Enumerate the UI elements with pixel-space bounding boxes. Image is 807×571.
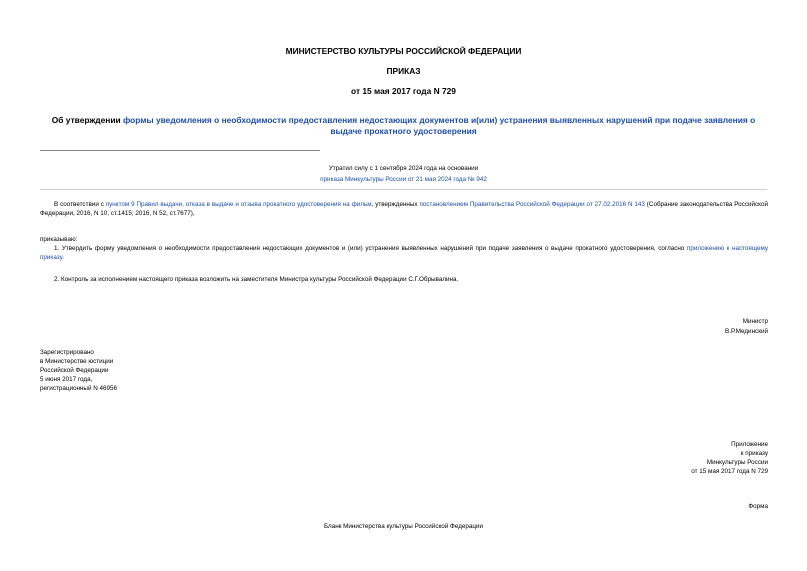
order-word: приказываю: [40,236,78,243]
government-resolution-link[interactable]: постановлением Правительства Российской Федерации от 27.02.2016 N 143 [419,201,645,208]
appendix-line: к приказу [740,450,768,457]
preamble-text-b: , утвержденных [371,201,420,208]
form-label: Форма [748,503,768,510]
doc-date-number: от 15 мая 2017 года N 729 [351,86,456,96]
preamble-text-a: В соответствии с [54,201,106,208]
doc-type-heading: ПРИКАЗ [386,66,421,76]
registration-line: Зарегистрировано [40,349,94,356]
item-1-text: 1. Утвердить форму уведомления о необходимости предоставления недостающих документов и (или) устранения выявленных нарушений при подаче заявления о выдаче прокатного удостоверения, согласно [54,245,687,252]
registration-block [40,348,240,393]
ministry-heading: МИНИСТЕРСТВО КУЛЬТУРЫ РОССИЙСКОЙ ФЕДЕРАЦИИ [285,46,522,56]
signature-position: Министр [742,318,768,325]
appendix-link[interactable]: приложению к настоящему приказу [40,245,768,261]
signature-name: В.Р.Мединский [725,328,768,335]
item-2-paragraph: 2. Контроль за исполнением настоящего приказа возложить на заместителя Министра культуры Российской Федерации С.Г.Обрывалина. [54,276,459,283]
preamble-text-c: (Собрание законодательства Российской Федерации, 2016, N 10, ст.1415; 2016, N 52, ст.7677), [40,201,769,217]
repeal-notice-line: Утратил силу с 1 сентября 2024 года на основании [328,165,479,172]
registration-line: регистрационный N 46956 [40,385,118,392]
top-divider [40,150,320,151]
ministry-blank-label: Бланк Министерства культуры Российской Федерации [323,523,484,530]
rules-link[interactable]: пунктом 9 Правил выдачи, отказа в выдаче и отзыва прокатного удостоверения на фильм [105,201,372,208]
item-1-period: . [62,254,64,261]
registration-line: 5 июня 2017 года, [40,376,93,383]
item-1-paragraph [40,244,768,262]
title-prefix: Об утверждении [51,115,123,125]
document-title [40,115,767,137]
repeal-order-link[interactable]: приказа Минкультуры России от 21 мая 2024 года № 942 [320,176,487,183]
registration-line: Российской Федерации [40,367,109,374]
notice-divider [40,189,767,190]
preamble-paragraph [40,200,768,218]
registration-line: в Министерстве юстиции [40,358,114,365]
appendix-block [560,440,768,476]
appendix-line: Минкультуры России [706,459,768,466]
appendix-line: Приложение [731,441,768,448]
appendix-line: от 15 мая 2017 года N 729 [691,468,768,475]
title-form-link[interactable]: формы уведомления о необходимости предоставления недостающих документов и(или) устранения выявленных нарушений при подаче заявления о выдаче прокатного удостоверения [122,115,756,136]
